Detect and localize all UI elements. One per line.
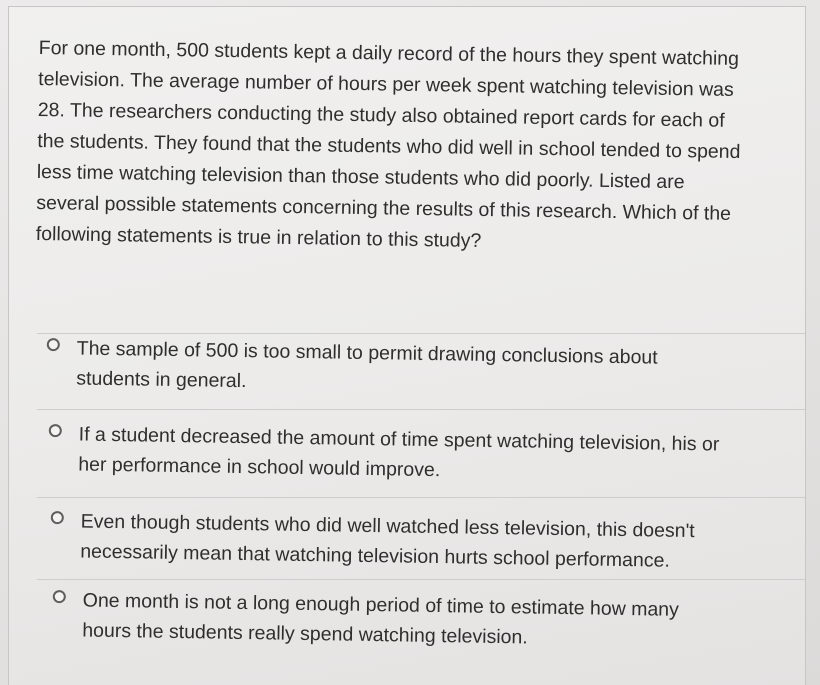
radio-button[interactable]	[53, 590, 66, 603]
question-card	[8, 6, 806, 685]
radio-button[interactable]	[49, 424, 62, 437]
radio-button[interactable]	[51, 511, 64, 524]
divider	[37, 579, 805, 580]
answer-option-label: Even though students who did well watched less television, this doesn't necessarily mean that watching television hurts school performance.	[80, 510, 695, 572]
answer-option-4[interactable]	[52, 585, 733, 656]
divider	[37, 409, 805, 410]
answer-option-label: The sample of 500 is too small to permit drawing conclusions about students in general.	[76, 337, 658, 393]
answer-option-label: If a student decreased the amount of time spent watching television, his or her performance in school would improve.	[78, 423, 720, 482]
answer-option-3[interactable]	[50, 506, 731, 577]
answer-option-2[interactable]	[48, 419, 729, 490]
answer-option-1[interactable]	[46, 333, 727, 404]
radio-button[interactable]	[47, 338, 60, 351]
question-text: For one month, 500 students kept a daily record of the hours they spent watching television. The average number of hours per week spent watching television was 28. The researchers conducting the study also obtained report cards for each of the students. They found that the students who did well in school tended to spend less time watching television than those students who did poorly. Listed are several possible statements concerning the results of this research. Which of the following statements is true in relation to this study?	[35, 36, 741, 252]
divider	[37, 497, 805, 498]
answer-option-label: One month is not a long enough period of time to estimate how many hours the students really spend watching television.	[82, 589, 680, 649]
